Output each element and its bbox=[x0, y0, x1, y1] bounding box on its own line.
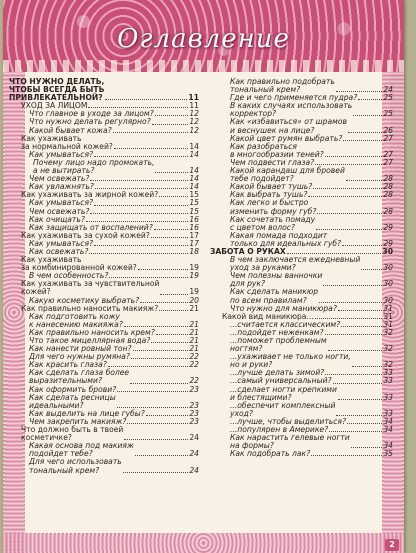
dot-leader bbox=[316, 229, 382, 230]
dot-leader bbox=[348, 132, 382, 133]
toc-entry-page: 14 bbox=[189, 149, 199, 159]
toc-entry bbox=[9, 458, 199, 474]
dot-leader bbox=[338, 399, 382, 400]
toc-entry-title: Какую косметику выбрать? bbox=[29, 295, 140, 305]
dot-leader bbox=[94, 245, 188, 246]
toc-entry bbox=[9, 159, 199, 175]
toc-entry-title: Что должно быть в твоей косметичке? bbox=[21, 425, 124, 443]
toc-entry-title: ...лучше, чтобы выделиться? bbox=[230, 416, 347, 426]
toc-entry-title: Какая помада подходит только для идеальных губ? bbox=[230, 230, 342, 248]
dot-leader bbox=[124, 439, 188, 440]
dot-leader bbox=[287, 253, 382, 254]
toc-entry-page: 33 bbox=[383, 368, 393, 378]
toc-entry bbox=[210, 199, 393, 215]
toc-entry-title: Как очищать? bbox=[29, 214, 85, 224]
toc-entry bbox=[9, 280, 199, 296]
toc-entry-title: Как выделить на лице губы? bbox=[29, 408, 145, 418]
dot-leader bbox=[313, 188, 382, 189]
toc-entry-title: Как ухаживать за чувствительной кожей? bbox=[21, 279, 160, 297]
toc-entry-page: 28 bbox=[383, 174, 393, 184]
toc-entry-title: Как умываться? bbox=[29, 149, 94, 159]
toc-entry bbox=[210, 402, 393, 418]
dot-leader bbox=[89, 253, 188, 254]
dot-leader bbox=[342, 245, 382, 246]
dot-leader bbox=[88, 107, 188, 108]
toc-entry-title: Как правильно наносить крем? bbox=[29, 327, 155, 337]
toc-entry-title: ...обеспечит комплексный уход? bbox=[230, 400, 336, 418]
toc-entry-page: 32 bbox=[383, 327, 393, 337]
toc-entry bbox=[210, 337, 393, 353]
dot-leader bbox=[131, 358, 188, 359]
dot-leader bbox=[114, 148, 188, 149]
dot-leader bbox=[90, 213, 188, 214]
toc-entry-page: 24 bbox=[189, 449, 199, 459]
dot-leader bbox=[113, 132, 189, 133]
dot-leader bbox=[154, 229, 189, 230]
toc-entry bbox=[210, 353, 393, 369]
toc-entry bbox=[9, 313, 199, 329]
dot-leader bbox=[124, 326, 189, 327]
toc-entry bbox=[210, 450, 393, 458]
toc-entry-page: 22 bbox=[189, 360, 199, 370]
toc-entry-title: Как ухаживать за сухой кожей? bbox=[21, 230, 150, 240]
toc-entry-page: 33 bbox=[383, 376, 393, 386]
dot-leader bbox=[95, 188, 189, 189]
toc-entry-title: Какая основа под макияж подойдет тебе? bbox=[29, 441, 134, 459]
toc-entry bbox=[210, 102, 393, 118]
dot-leader bbox=[159, 310, 188, 311]
dot-leader bbox=[328, 350, 383, 351]
toc-entry bbox=[9, 78, 199, 102]
dot-leader bbox=[336, 91, 383, 92]
toc-entry-title: ЧТО НУЖНО ДЕЛАТЬ, ЧТОБЫ ВСЕГДА БЫТЬ ПРИВЛЕКАТЕЛЬНОЙ? bbox=[9, 77, 105, 103]
page-title: Оглавление bbox=[117, 24, 290, 54]
toc-entry-title: Как сочетать помаду с цветом волос? bbox=[230, 214, 316, 232]
toc-entry-page: 24 bbox=[189, 433, 199, 443]
toc-entry-title: Какой цвет румян выбрать? bbox=[230, 133, 343, 143]
dot-leader bbox=[159, 196, 188, 197]
toc-entry-page: 23 bbox=[189, 400, 199, 410]
dot-leader bbox=[160, 294, 188, 295]
toc-entry-page: 27 bbox=[383, 133, 393, 143]
toc-entry-page: 12 bbox=[189, 117, 199, 127]
toc-entry-page: 21 bbox=[189, 327, 199, 337]
toc-entry-title: Как красить глаза? bbox=[29, 360, 107, 370]
dot-leader bbox=[138, 269, 189, 270]
toc-entry-title: Как «избавиться» от шрамов и веснушек на лице? bbox=[230, 117, 347, 135]
toc-entry-title: Как подобрать лак? bbox=[230, 449, 311, 459]
toc-column-right bbox=[210, 78, 393, 458]
toc-entry bbox=[210, 118, 393, 134]
dot-leader bbox=[86, 221, 188, 222]
toc-entry-page: 17 bbox=[189, 238, 199, 248]
dot-leader bbox=[315, 164, 382, 165]
dot-leader bbox=[94, 205, 188, 206]
toc-entry-title: Что такое мицеллярная вода? bbox=[29, 336, 151, 345]
toc-entry-page: 14 bbox=[189, 141, 199, 151]
toc-entry-page: 12 bbox=[189, 109, 199, 119]
dot-leader bbox=[311, 455, 382, 456]
toc-entry-page: 16 bbox=[189, 222, 199, 232]
toc-entry-title: Как сделать маникюр по всем правилам? bbox=[230, 287, 319, 305]
dot-leader bbox=[323, 285, 382, 286]
dot-leader bbox=[319, 302, 382, 303]
dot-leader bbox=[156, 334, 189, 335]
toc-entry bbox=[9, 135, 199, 151]
dot-leader bbox=[135, 455, 188, 456]
toc-entry-page: 34 bbox=[383, 416, 393, 426]
dot-leader bbox=[117, 407, 189, 408]
toc-entry-page: 14 bbox=[189, 166, 199, 176]
toc-entry-title: ...популярен в Америке? bbox=[230, 425, 329, 435]
toc-entry-page: 27 bbox=[383, 149, 393, 159]
toc-entry-title: ...сделает ногти крепкими и блестящими? bbox=[230, 384, 337, 402]
dot-leader bbox=[325, 334, 383, 335]
toc-entry-title: Что нужно делать регулярно? bbox=[29, 117, 151, 127]
dot-leader bbox=[336, 415, 382, 416]
toc-entry-page: 25 bbox=[383, 109, 393, 119]
toc-entry-page: 16 bbox=[189, 214, 199, 224]
toc-entry-page: 34 bbox=[383, 425, 393, 435]
dot-leader bbox=[358, 99, 382, 100]
toc-entry-page: 32 bbox=[383, 360, 393, 370]
toc-entry-title: Что главное в уходе за лицом? bbox=[29, 109, 154, 119]
toc-entry-title: Как умываться? bbox=[29, 198, 94, 208]
toc-entry bbox=[9, 442, 199, 458]
toc-entry bbox=[210, 434, 393, 450]
dot-leader bbox=[325, 374, 382, 375]
toc-entry-page: 23 bbox=[189, 416, 199, 426]
toc-entry bbox=[9, 369, 199, 385]
toc-entry-page: 31 bbox=[383, 303, 393, 313]
dot-leader bbox=[151, 237, 188, 238]
toc-entry-title: Для чего нужны румяна? bbox=[29, 352, 130, 362]
dot-leader bbox=[347, 423, 382, 424]
toc-entry-page: 26 bbox=[383, 125, 393, 135]
toc-entry-page: 30 bbox=[383, 295, 393, 305]
toc-entry-page: 24 bbox=[189, 465, 199, 475]
page-number: 2 bbox=[385, 539, 399, 551]
toc-entry-page: 22 bbox=[189, 352, 199, 362]
toc-entry-title: В чем особенность? bbox=[29, 271, 109, 281]
toc-entry-title: Что нужно для маникюра? bbox=[230, 303, 337, 313]
toc-entry-title: Как правильно наносить макияж? bbox=[21, 303, 159, 313]
dot-leader bbox=[343, 140, 382, 141]
toc-entry-page: 28 bbox=[383, 182, 393, 192]
toc-entry-title: Чем закрепить макияж? bbox=[29, 416, 127, 426]
toc-entry-title: В каких случаях использовать корректор? bbox=[230, 101, 353, 119]
dot-leader bbox=[315, 318, 383, 319]
toc-entry-title: Как сделать ресницы идеальными? bbox=[29, 392, 116, 410]
dot-leader bbox=[155, 115, 189, 116]
dot-leader bbox=[117, 391, 188, 392]
dot-leader bbox=[155, 172, 188, 173]
toc-entry-page: 28 bbox=[383, 190, 393, 200]
toc-entry-page: 21 bbox=[189, 344, 199, 354]
toc-entry-page: 28 bbox=[383, 206, 393, 216]
dot-leader bbox=[151, 342, 188, 343]
toc-entry-title: ...поможет проблемным ногтям? bbox=[230, 336, 327, 354]
toc-entry-page: 20 bbox=[189, 295, 199, 305]
toc-entry-title: Как оформить брови? bbox=[29, 384, 117, 394]
toc-entry-title: Как ухаживать за жирной кожей? bbox=[21, 190, 159, 200]
toc-entry bbox=[210, 216, 393, 232]
toc-entry bbox=[9, 394, 199, 410]
dot-leader bbox=[352, 366, 383, 367]
toc-entry-title: Как защищать от воспалений? bbox=[29, 222, 153, 232]
toc-entry-page: 35 bbox=[383, 449, 393, 459]
toc-entry bbox=[210, 143, 393, 159]
dot-leader bbox=[109, 277, 188, 278]
toc-entry-page: 19 bbox=[189, 287, 199, 297]
lace-header-banner bbox=[3, 0, 404, 72]
toc-entry bbox=[210, 288, 393, 304]
toc-entry-title: Как нарастить гелевые ногти на формы? bbox=[230, 433, 350, 451]
dot-leader bbox=[108, 366, 189, 367]
toc-entry-title: Как ухаживать за нормальной кожей? bbox=[21, 133, 113, 151]
toc-entry-page: 21 bbox=[189, 336, 199, 345]
toc-column-left bbox=[9, 78, 199, 475]
dot-leader bbox=[338, 310, 382, 311]
toc-entry-title: Где и чего применяется пудра? bbox=[230, 93, 358, 103]
toc-entry-title: Чем подвести глаза? bbox=[230, 157, 315, 167]
dot-leader bbox=[146, 415, 189, 416]
toc-entry bbox=[210, 78, 393, 94]
toc-entry-page: 31 bbox=[383, 319, 393, 329]
toc-entry-title: ...лучше делать зимой? bbox=[230, 368, 325, 378]
toc-entry-page: 11 bbox=[188, 93, 199, 103]
toc-entry-page: 21 bbox=[189, 319, 199, 329]
toc-entry-title: Чем полезны ванночки для рук? bbox=[230, 271, 323, 289]
toc-entry-page: 30 bbox=[383, 279, 393, 289]
toc-entry-title: Какой вид маникюра... bbox=[222, 311, 314, 321]
toc-entry-title: ...самый универсальный? bbox=[230, 376, 332, 386]
toc-entry-page: 19 bbox=[189, 263, 199, 273]
dot-leader bbox=[130, 383, 188, 384]
toc-entry-title: Какой карандаш для бровей тебе подойдет? bbox=[230, 166, 345, 184]
toc-entry-page: 15 bbox=[189, 198, 199, 208]
toc-entry-title: ...ухаживает не только ногти, но и руки? bbox=[230, 352, 351, 370]
dot-leader bbox=[140, 302, 188, 303]
toc-entry-title: Как легко и быстро изменить форму губ? bbox=[230, 198, 317, 216]
toc-entry-page: 15 bbox=[189, 190, 199, 200]
toc-entry-title: Почему лицо надо промокать, а не вытирать? bbox=[33, 157, 155, 176]
dot-leader bbox=[127, 423, 188, 424]
dot-leader bbox=[317, 213, 382, 214]
toc-entry-page: 31 bbox=[383, 311, 393, 321]
toc-entry bbox=[210, 167, 393, 183]
toc-entry-page: 32 bbox=[383, 344, 393, 354]
toc-entry-page: 22 bbox=[189, 376, 199, 386]
dot-leader bbox=[341, 326, 382, 327]
dot-leader bbox=[351, 447, 383, 448]
toc-entry bbox=[9, 426, 199, 442]
dot-leader bbox=[361, 269, 382, 270]
toc-entry-page: 15 bbox=[189, 206, 199, 216]
toc-entry-page: 29 bbox=[383, 238, 393, 248]
toc-entry-title: ...считается классическим? bbox=[230, 319, 341, 329]
dot-leader bbox=[133, 350, 189, 351]
toc-entry-page: 18 bbox=[189, 246, 199, 256]
toc-entry-title: Как подготовить кожу к нанесению макияжа? bbox=[29, 311, 123, 329]
toc-entry-page: 23 bbox=[189, 408, 199, 418]
toc-entry-page: 30 bbox=[382, 246, 393, 256]
dot-leader bbox=[346, 180, 382, 181]
toc-entry-title: УХОД ЗА ЛИЦОМ bbox=[21, 101, 88, 111]
toc-entry-page: 12 bbox=[189, 125, 199, 135]
toc-entry bbox=[210, 256, 393, 272]
toc-entry-page: 33 bbox=[383, 408, 393, 418]
toc-entry-title: Как выбрать тушь? bbox=[230, 190, 308, 200]
toc-entry-page: 33 bbox=[383, 392, 393, 402]
toc-entry-page: 23 bbox=[189, 384, 199, 394]
toc-entry-title: Как нанести ровный тон? bbox=[29, 344, 132, 354]
toc-entry-page: 27 bbox=[383, 157, 393, 167]
dot-leader bbox=[94, 156, 188, 157]
book-page bbox=[3, 0, 404, 553]
toc-entry-page: 25 bbox=[383, 93, 393, 103]
toc-entry-title: Какой бывает кожа? bbox=[29, 125, 112, 135]
dot-leader bbox=[329, 431, 382, 432]
toc-entry-title: Чем освежать? bbox=[29, 206, 90, 216]
toc-entry bbox=[210, 272, 393, 288]
dot-leader bbox=[105, 99, 187, 100]
lace-border-bottom bbox=[3, 533, 404, 553]
toc-entry-title: Как увлажнять? bbox=[29, 182, 94, 192]
toc-entry-title: Как разобраться в многообразии теней? bbox=[230, 141, 324, 159]
toc-entry-page: 11 bbox=[189, 101, 199, 111]
toc-entry bbox=[210, 232, 393, 248]
toc-entry-page: 19 bbox=[189, 271, 199, 281]
toc-entry-page: 29 bbox=[383, 222, 393, 232]
dot-leader bbox=[333, 383, 383, 384]
toc-entry-page: 14 bbox=[189, 182, 199, 192]
dot-leader bbox=[123, 472, 189, 473]
toc-entry-title: Как освежать? bbox=[29, 246, 89, 256]
toc-entry bbox=[9, 256, 199, 272]
toc-entry-title: ЗАБОТА О РУКАХ bbox=[210, 246, 286, 256]
toc-entry-page: 34 bbox=[383, 441, 393, 451]
toc-entry-page: 14 bbox=[189, 174, 199, 184]
toc-entry-title: Для чего использовать тональный крем? bbox=[29, 457, 122, 475]
toc-entry-title: Как сделать глаза более выразительными? bbox=[29, 368, 130, 386]
toc-entry-title: Как ухаживать за комбинированной кожей? bbox=[21, 255, 137, 273]
toc-entry-title: Как правильно подобрать тональный крем? bbox=[230, 77, 335, 95]
dot-leader bbox=[308, 196, 382, 197]
dot-leader bbox=[90, 180, 188, 181]
toc-entry-title: Чем освежать? bbox=[29, 174, 90, 184]
dot-leader bbox=[152, 124, 189, 125]
toc-entry bbox=[210, 386, 393, 402]
toc-entry-page: 30 bbox=[383, 263, 393, 273]
toc-entry-title: ...подойдет неженкам? bbox=[230, 327, 324, 337]
toc-entry-page: 24 bbox=[383, 85, 393, 95]
toc-entry-title: Как умываться? bbox=[29, 238, 94, 248]
toc-entry-page: 17 bbox=[189, 230, 199, 240]
toc-entry-page: 21 bbox=[189, 303, 199, 313]
dot-leader bbox=[325, 156, 383, 157]
toc-entry-title: Какой бывает тушь? bbox=[230, 182, 313, 192]
dot-leader bbox=[353, 115, 382, 116]
toc-entry-title: В чем заключается ежедневный уход за руками? bbox=[230, 255, 361, 273]
